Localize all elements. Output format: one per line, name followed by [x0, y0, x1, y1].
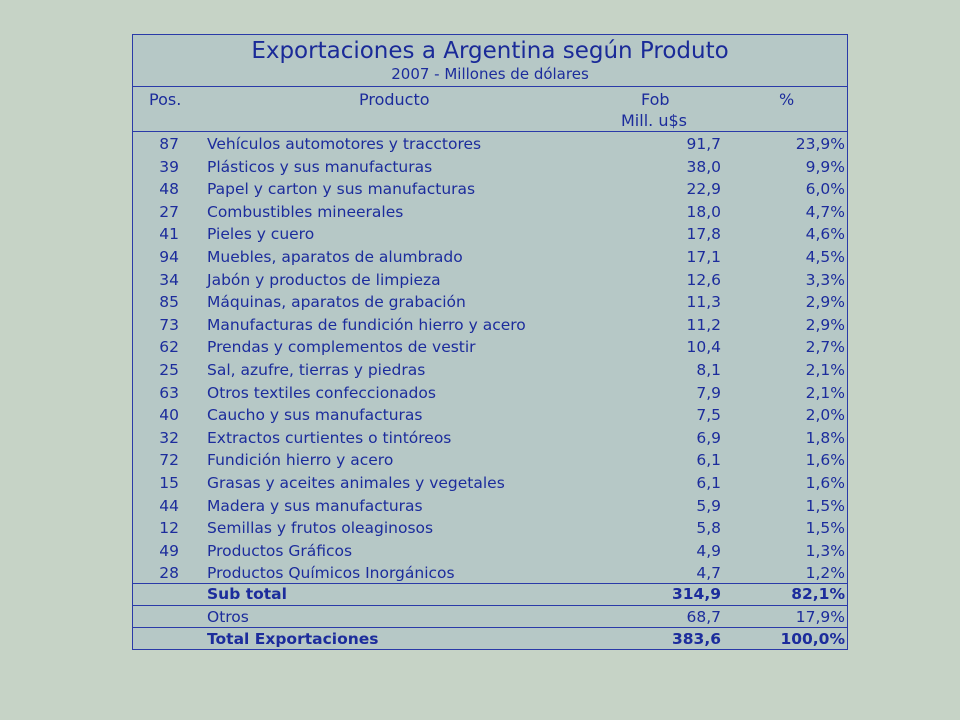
- row-pct: 6,0%: [805, 180, 845, 199]
- row-pos: 73: [159, 315, 179, 334]
- table-row: [133, 404, 847, 427]
- table-row: [133, 336, 847, 359]
- otros-pct: 17,9%: [795, 608, 845, 626]
- table-row: [133, 472, 847, 495]
- row-fob: 18,0: [686, 202, 721, 221]
- row-pos: 48: [159, 180, 179, 199]
- subtotal-row: [133, 583, 847, 605]
- row-pct: 2,1%: [805, 361, 845, 379]
- header-fob: Fob: [641, 90, 670, 109]
- row-producto: Muebles, aparatos de alumbrado: [207, 248, 463, 266]
- total-label: Total Exportaciones: [207, 630, 379, 648]
- row-pos: 27: [159, 202, 179, 221]
- row-producto: Extractos curtientes o tintóreos: [207, 428, 452, 447]
- row-pos: 34: [159, 270, 179, 289]
- row-pct: 1,6%: [805, 451, 845, 470]
- row-fob: 17,1: [686, 248, 721, 266]
- row-producto: Plásticos y sus manufacturas: [207, 157, 433, 176]
- header-producto: Producto: [359, 90, 430, 109]
- row-pct: 9,9%: [805, 157, 845, 176]
- row-fob: 7,9: [696, 383, 721, 402]
- row-pos: 72: [159, 451, 179, 470]
- table-subtitle: 2007 - Millones de dólares: [391, 65, 589, 83]
- row-fob: 6,1: [696, 451, 721, 470]
- table-row: [133, 133, 847, 156]
- row-pos: 94: [159, 248, 179, 266]
- row-pos: 25: [159, 361, 179, 379]
- table-row: [133, 314, 847, 337]
- row-producto: Fundición hierro y acero: [207, 451, 394, 470]
- row-fob: 4,7: [696, 564, 721, 583]
- row-pos: 62: [159, 338, 179, 357]
- row-fob: 5,8: [696, 519, 721, 538]
- total-pct: 100,0%: [780, 630, 845, 648]
- row-pos: 87: [159, 135, 179, 153]
- row-producto: Semillas y frutos oleaginosos: [207, 519, 434, 538]
- row-producto: Prendas y complementos de vestir: [207, 338, 476, 357]
- header-pct: %: [779, 90, 795, 109]
- row-fob: 8,1: [696, 361, 721, 379]
- row-producto: Otros textiles confeccionados: [207, 383, 436, 402]
- row-fob: 38,0: [686, 157, 721, 176]
- row-producto: Pieles y cuero: [207, 225, 315, 244]
- row-pct: 3,3%: [805, 270, 845, 289]
- table-row: [133, 562, 847, 585]
- row-producto: Vehículos automotores y tracctores: [207, 135, 482, 153]
- row-pos: 44: [159, 496, 179, 515]
- row-fob: 22,9: [686, 180, 721, 199]
- row-pos: 39: [159, 157, 179, 176]
- header-divider: [133, 131, 847, 132]
- table-row: [133, 517, 847, 540]
- export-table: [132, 34, 848, 650]
- subtotal-fob: 314,9: [671, 585, 721, 603]
- row-pos: 15: [159, 474, 179, 492]
- table-row: [133, 156, 847, 179]
- table-title: Exportaciones a Argentina según Produto: [251, 38, 729, 64]
- title-divider: [133, 86, 847, 87]
- row-pct: 2,7%: [805, 338, 845, 357]
- table-row: [133, 223, 847, 246]
- total-row: [133, 628, 847, 650]
- row-pos: 85: [159, 293, 179, 312]
- row-pos: 40: [159, 406, 179, 425]
- row-producto: Productos Químicos Inorgánicos: [207, 564, 455, 583]
- table-row: [133, 291, 847, 314]
- row-pos: 49: [159, 541, 179, 560]
- row-fob: 7,5: [696, 406, 721, 425]
- row-pos: 63: [159, 383, 179, 402]
- table-row: [133, 178, 847, 201]
- row-pos: 32: [159, 428, 179, 447]
- row-producto: Sal, azufre, tierras y piedras: [207, 361, 426, 379]
- row-pct: 23,9%: [795, 135, 845, 153]
- table-row: [133, 540, 847, 563]
- table-row: [133, 246, 847, 269]
- row-pct: 1,2%: [805, 564, 845, 583]
- row-fob: 6,9: [696, 428, 721, 447]
- row-pct: 4,6%: [805, 225, 845, 244]
- table-row: [133, 359, 847, 382]
- row-fob: 4,9: [696, 541, 721, 560]
- row-pct: 1,8%: [805, 428, 845, 447]
- row-pct: 1,5%: [805, 496, 845, 515]
- table-row: [133, 269, 847, 292]
- row-pct: 1,6%: [805, 474, 845, 492]
- row-fob: 91,7: [686, 135, 721, 153]
- table-row: [133, 427, 847, 450]
- row-pct: 2,0%: [805, 406, 845, 425]
- otros-label: Otros: [207, 608, 249, 626]
- header-pos: Pos.: [149, 90, 182, 109]
- row-pct: 2,9%: [805, 315, 845, 334]
- row-producto: Papel y carton y sus manufacturas: [207, 180, 476, 199]
- row-fob: 5,9: [696, 496, 721, 515]
- row-pct: 1,3%: [805, 541, 845, 560]
- row-fob: 10,4: [686, 338, 721, 357]
- row-pos: 12: [159, 519, 179, 538]
- row-pct: 4,5%: [805, 248, 845, 266]
- row-producto: Combustibles mineerales: [207, 202, 404, 221]
- row-fob: 12,6: [686, 270, 721, 289]
- row-producto: Grasas y aceites animales y vegetales: [207, 474, 505, 492]
- table-row: [133, 449, 847, 472]
- total-fob: 383,6: [671, 630, 721, 648]
- row-producto: Jabón y productos de limpieza: [207, 270, 441, 289]
- otros-fob: 68,7: [686, 608, 721, 626]
- row-fob: 11,2: [686, 315, 721, 334]
- row-pct: 2,9%: [805, 293, 845, 312]
- header-fob-unit: Mill. u$s: [621, 111, 687, 130]
- table-row: [133, 382, 847, 405]
- row-pos: 28: [159, 564, 179, 583]
- row-producto: Productos Gráficos: [207, 541, 353, 560]
- otros-row: [133, 606, 847, 628]
- row-fob: 17,8: [686, 225, 721, 244]
- row-pct: 1,5%: [805, 519, 845, 538]
- subtotal-pct: 82,1%: [791, 585, 845, 603]
- row-pct: 4,7%: [805, 202, 845, 221]
- table-row: [133, 495, 847, 518]
- row-pos: 41: [159, 225, 179, 244]
- row-producto: Máquinas, aparatos de grabación: [207, 293, 466, 312]
- row-producto: Caucho y sus manufacturas: [207, 406, 423, 425]
- row-fob: 11,3: [686, 293, 721, 312]
- table-row: [133, 201, 847, 224]
- row-producto: Madera y sus manufacturas: [207, 496, 423, 515]
- row-fob: 6,1: [696, 474, 721, 492]
- row-pct: 2,1%: [805, 383, 845, 402]
- row-producto: Manufacturas de fundición hierro y acero: [207, 315, 526, 334]
- subtotal-label: Sub total: [207, 585, 287, 603]
